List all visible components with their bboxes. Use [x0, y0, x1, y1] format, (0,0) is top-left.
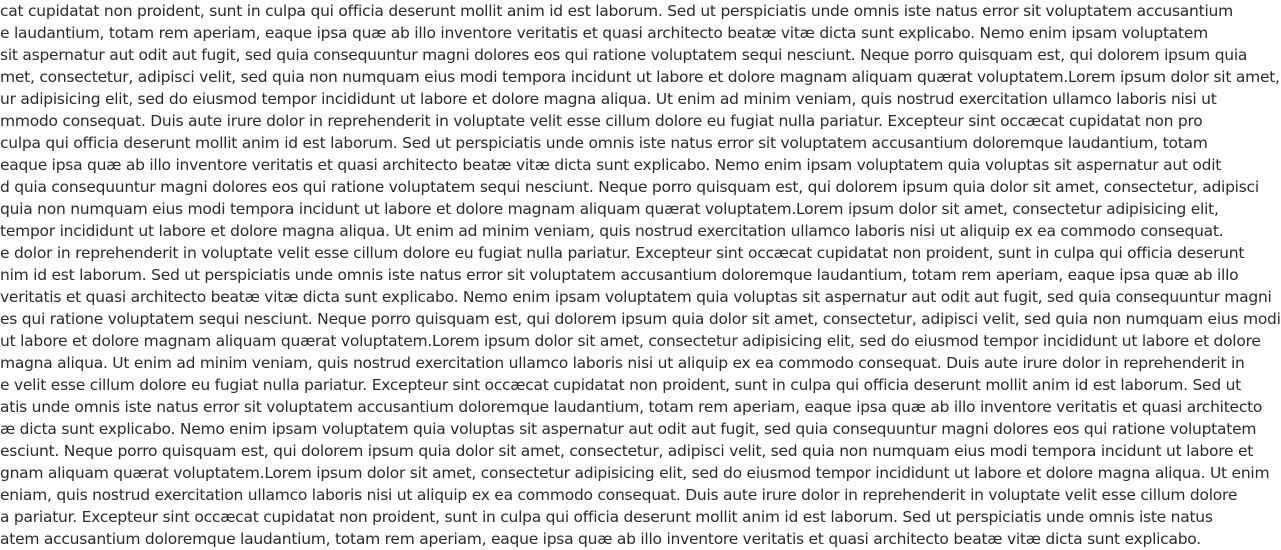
text-line: a pariatur. Excepteur sint occæcat cupidatat non proident, sunt in culpa qui officia deserunt mollit anim id est laborum. Sed ut perspiciatis unde omnis iste natus: [0, 508, 1213, 526]
text-line: æ dicta sunt explicabo. Nemo enim ipsam voluptatem quia voluptas sit aspernatur aut odit aut fugit, sed quia consequuntur magni dolores eos qui ratione voluptatem: [0, 420, 1257, 438]
text-line: e velit esse cillum dolore eu fugiat nulla pariatur. Excepteur sint occæcat cupidatat non proident, sunt in culpa qui officia deserunt mollit anim id est laborum. Sed ut: [0, 376, 1242, 394]
text-line: esciunt. Neque porro quisquam est, qui dolorem ipsum quia dolor sit amet, consectetur, adipisci velit, sed quia non numquam eius modi tempora incidunt ut labore et: [0, 442, 1254, 460]
text-line: e dolor in reprehenderit in voluptate velit esse cillum dolore eu fugiat nulla pariatur. Excepteur sint occæcat cupidatat non proident, sunt in culpa qui officia deserunt: [0, 244, 1245, 262]
text-line: ur adipisicing elit, sed do eiusmod tempor incididunt ut labore et dolore magna aliqua. Ut enim ad minim veniam, quis nostrud exercitation ullamco laboris nisi ut: [0, 90, 1217, 108]
text-line: eaque ipsa quæ ab illo inventore veritatis et quasi architecto beatæ vitæ dicta sunt explicabo. Nemo enim ipsam voluptatem quia voluptas sit aspernatur aut odit: [0, 156, 1222, 174]
text-line: atis unde omnis iste natus error sit voluptatem accusantium doloremque laudantium, totam rem aperiam, eaque ipsa quæ ab illo inventore veritatis et quasi architecto: [0, 398, 1263, 416]
text-line: nim id est laborum. Sed ut perspiciatis unde omnis iste natus error sit voluptatem accusantium doloremque laudantium, totam rem aperiam, eaque ipsa quæ ab illo: [0, 266, 1239, 284]
text-line: ut labore et dolore magnam aliquam quærat voluptatem.Lorem ipsum dolor sit amet, consectetur adipisicing elit, sed do eiusmod tempor incididunt ut labore et dolore: [0, 332, 1261, 350]
text-line: magna aliqua. Ut enim ad minim veniam, quis nostrud exercitation ullamco laboris nisi ut aliquip ex ea commodo consequat. Duis aute irure dolor in reprehenderit in: [0, 354, 1245, 372]
text-line: d quia consequuntur magni dolores eos qui ratione voluptatem sequi nesciunt. Neque porro quisquam est, qui dolorem ipsum quia dolor sit amet, consectetur, adipisci: [0, 178, 1259, 196]
text-line: mmodo consequat. Duis aute irure dolor in reprehenderit in voluptate velit esse cillum dolore eu fugiat nulla pariatur. Excepteur sint occæcat cupidatat non pro: [0, 112, 1203, 130]
text-line: veritatis et quasi architecto beatæ vitæ dicta sunt explicabo. Nemo enim ipsam voluptatem quia voluptas sit aspernatur aut odit aut fugit, sed quia consequuntur magni: [0, 288, 1272, 306]
text-line: quia non numquam eius modi tempora incidunt ut labore et dolore magnam aliquam quærat voluptatem.Lorem ipsum dolor sit amet, consectetur adipisicing elit,: [0, 200, 1219, 218]
text-line: met, consectetur, adipisci velit, sed quia non numquam eius modi tempora incidunt ut labore et dolore magnam aliquam quærat voluptatem.Lorem ipsum dolor sit amet,: [0, 68, 1280, 86]
text-line: tempor incididunt ut labore et dolore magna aliqua. Ut enim ad minim veniam, quis nostrud exercitation ullamco laboris nisi ut aliquip ex ea commodo consequat.: [0, 222, 1224, 240]
text-line: cat cupidatat non proident, sunt in culpa qui officia deserunt mollit anim id est laborum. Sed ut perspiciatis unde omnis iste natus error sit voluptatem accusantium: [0, 2, 1233, 20]
text-line: eniam, quis nostrud exercitation ullamco laboris nisi ut aliquip ex ea commodo consequat. Duis aute irure dolor in reprehenderit in voluptate velit esse cillum dolore: [0, 486, 1238, 504]
text-line: e laudantium, totam rem aperiam, eaque ipsa quæ ab illo inventore veritatis et quasi architecto beatæ vitæ dicta sunt explicabo. Nemo enim ipsam voluptatem: [0, 24, 1209, 42]
text-line: gnam aliquam quærat voluptatem.Lorem ipsum dolor sit amet, consectetur adipisicing elit, sed do eiusmod tempor incididunt ut labore et dolore magna aliqua. Ut enim: [0, 464, 1270, 482]
text-line: es qui ratione voluptatem sequi nesciunt. Neque porro quisquam est, qui dolorem ipsum quia dolor sit amet, consectetur, adipisci velit, sed quia non numquam eius modi: [0, 310, 1281, 328]
text-line: atem accusantium doloremque laudantium, totam rem aperiam, eaque ipsa quæ ab illo inventore veritatis et quasi architecto beatæ vitæ dicta sunt explicabo.: [0, 530, 1201, 548]
text-line: sit aspernatur aut odit aut fugit, sed quia consequuntur magni dolores eos qui ratione voluptatem sequi nesciunt. Neque porro quisquam est, qui dolorem ipsum quia: [0, 46, 1248, 64]
text-line: culpa qui officia deserunt mollit anim id est laborum. Sed ut perspiciatis unde omnis iste natus error sit voluptatem accusantium doloremque laudantium, totam: [0, 134, 1208, 152]
